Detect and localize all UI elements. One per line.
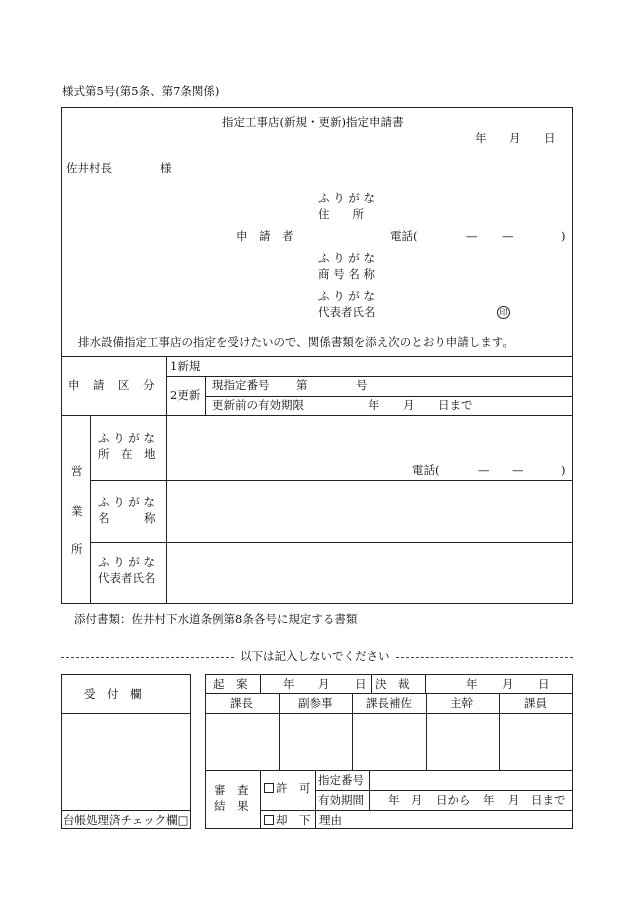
divider [260, 770, 261, 829]
current-number-label: 現指定番号 [212, 378, 270, 392]
office-phone-dash-2: — [512, 463, 524, 477]
current-number-go: 号 [356, 378, 368, 392]
cut-line-right [396, 657, 573, 658]
divider [260, 674, 261, 693]
divider [371, 674, 372, 693]
office-name-furigana: ふ り が な [98, 495, 155, 509]
divider [279, 693, 280, 770]
applicant-furigana: ふ り が な [318, 191, 375, 205]
office-rep-furigana: ふ り が な [98, 555, 155, 569]
reject-label: 却 下 [276, 813, 311, 827]
divider [425, 674, 426, 693]
decision-month: 月 [502, 677, 514, 691]
divider [90, 415, 91, 604]
current-number-dai: 第 [296, 378, 308, 392]
office-location-label: 所 在 地 [98, 447, 156, 461]
applicant-phone-dash-1: — [466, 229, 478, 243]
divider [166, 415, 167, 604]
validity-from-year: 年 [388, 793, 400, 807]
validity-to-year: 年 [483, 793, 495, 807]
divider [61, 713, 191, 714]
prev-validity-year: 年 [368, 398, 380, 412]
reject-option[interactable] [264, 815, 311, 827]
role-header: 課長補佐 [366, 696, 412, 710]
decision-label: 決 裁 [375, 677, 410, 691]
decision-year: 年 [466, 677, 478, 691]
divider [90, 542, 573, 543]
office-location-furigana: ふ り が な [98, 431, 155, 445]
form-number: 様式第5号(第5条、第7条関係) [62, 84, 220, 98]
applicant-phone-close: ) [561, 229, 566, 243]
divider [205, 693, 573, 694]
role-header: 副参事 [298, 696, 333, 710]
permit-option[interactable] [264, 783, 311, 795]
divider [426, 693, 427, 770]
divider [205, 396, 573, 397]
permit-checkbox-icon[interactable] [264, 783, 274, 793]
draft-year: 年 [283, 677, 295, 691]
divider [499, 693, 500, 770]
category-label: 申 請 区 分 [68, 378, 156, 392]
office-label-2: 業 [71, 504, 83, 518]
validity-to-day: 日まで [531, 793, 566, 807]
draft-label: 起 案 [213, 677, 248, 691]
form-title: 指定工事店(新規・更新)指定申請書 [222, 115, 404, 129]
reception-label: 受 付 欄 [84, 687, 142, 701]
applicant-phone-dash-2: — [502, 229, 514, 243]
prev-validity-label: 更新前の有効期限 [212, 398, 304, 412]
office-label-1: 営 [71, 464, 83, 478]
representative-label: 代表者氏名 [318, 305, 376, 319]
draft-month: 月 [318, 677, 330, 691]
prev-validity-day: 日まで [438, 398, 473, 412]
role-header: 課員 [524, 696, 547, 710]
divider [166, 356, 167, 415]
office-phone-label: 電話( [412, 463, 440, 477]
trade-name-furigana: ふ り が な [318, 251, 375, 265]
prev-validity-month: 月 [403, 398, 415, 412]
reject-checkbox-icon[interactable] [264, 815, 274, 825]
office-phone-close: ) [561, 463, 566, 477]
date-year: 年 [475, 131, 487, 145]
divider [90, 480, 573, 481]
divider [166, 376, 573, 377]
applicant-address-label: 住 所 [318, 207, 364, 221]
divider [61, 810, 191, 811]
validity-from-day: 日から [436, 793, 471, 807]
office-phone-dash-1: — [478, 463, 490, 477]
divider [315, 790, 573, 791]
validity-from-month: 月 [411, 793, 423, 807]
office-label-3: 所 [71, 542, 83, 556]
date-month: 月 [509, 131, 521, 145]
office-rep-label: 代表者氏名 [98, 571, 156, 585]
addressee-name: 佐井村長 [66, 161, 112, 175]
designation-number-label: 指定番号 [318, 773, 364, 787]
reason-label: 理由 [319, 813, 342, 827]
divider [61, 356, 573, 357]
role-header: 主幹 [450, 696, 473, 710]
role-header: 課長 [230, 696, 253, 710]
cut-line-left [61, 657, 234, 658]
category-new: 1新規 [170, 359, 201, 373]
ledger-check-label: 台帳処理済チェック欄□ [63, 813, 189, 827]
divider [260, 810, 573, 811]
representative-furigana: ふ り が な [318, 289, 375, 303]
date-day: 日 [544, 131, 556, 145]
seal-mark-icon: 印 [497, 306, 510, 319]
addressee-honorific: 様 [160, 161, 172, 175]
category-renew: 2更新 [170, 388, 201, 402]
divider [352, 693, 353, 770]
review-label-1: 審 査 [214, 783, 249, 797]
office-use-note: 以下は記入しないでください [240, 649, 390, 663]
divider [205, 713, 573, 714]
validity-label: 有効期間 [318, 793, 364, 807]
divider [61, 415, 573, 416]
permit-label: 許 可 [276, 781, 311, 795]
office-name-label: 名 称 [98, 511, 156, 525]
trade-name-label: 商 号 名 称 [318, 267, 375, 281]
application-statement: 排水設備指定工事店の指定を受けたいので、関係書類を添え次のとおり申請します。 [78, 335, 514, 349]
divider [315, 770, 316, 829]
applicant-label: 申 請 者 [236, 229, 294, 243]
applicant-phone-label: 電話( [390, 229, 418, 243]
validity-to-month: 月 [508, 793, 520, 807]
draft-day: 日 [355, 677, 367, 691]
decision-day: 日 [538, 677, 550, 691]
review-label-2: 結 果 [214, 799, 249, 813]
attachments-note: 添付書類：佐井村下水道条例第8条各号に規定する書類 [74, 612, 358, 626]
